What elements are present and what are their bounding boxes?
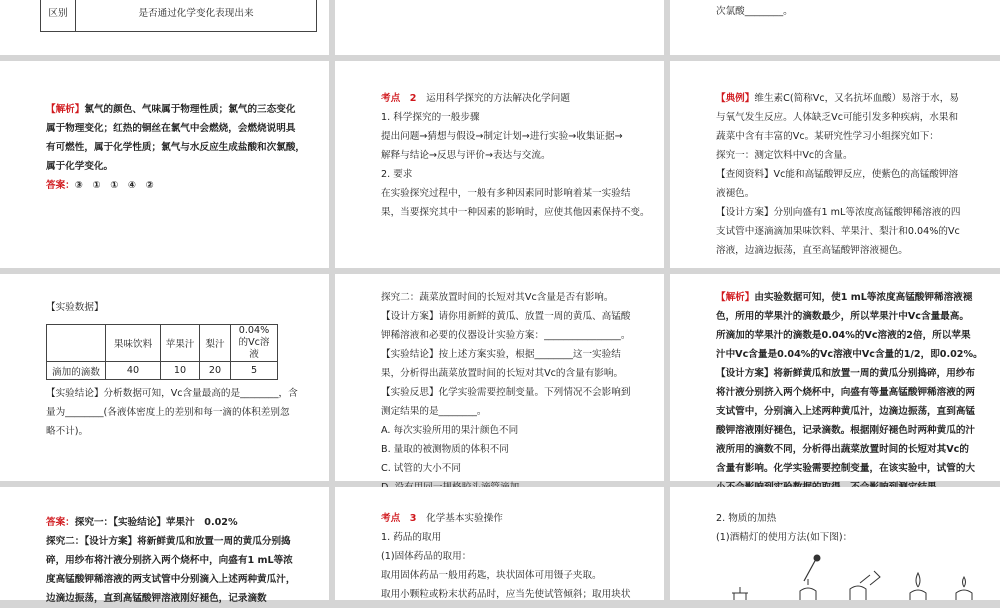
analysis-line: 有可燃性，属于化学性质；氯气与水反应生成盐酸和次氯酸，: [46, 142, 306, 153]
panel-heating: [670, 487, 1000, 600]
keypoint-label: 考点 2: [381, 93, 417, 104]
inquiry-line: 【设计方案】请你用新鲜的黄瓜、放置一周的黄瓜、高锰酸: [381, 311, 631, 322]
table-header: 0.04%的Vc溶液: [231, 325, 278, 362]
analysis-vc-line: 液所用的滴数不同，分析得出蔬菜放置时间的长短对其Vc的: [716, 444, 969, 455]
data-conclusion-block: [46, 384, 326, 441]
answer-vc-line: 边滴边振荡，直到高锰酸钾溶液刚好褪色，记录滴数: [46, 593, 267, 604]
inquiry-line: 果，分析得出蔬菜放置时间的长短对其Vc的含量有影响。: [381, 368, 624, 379]
conclusion-line: 略不计)。: [46, 426, 89, 437]
keypoint-label: 考点 3: [381, 513, 417, 524]
heating-line: (1)酒精灯的使用方法(如下图)：: [716, 532, 853, 543]
example-line: 与氧气发生反应。人体缺乏Vc可能引发多种疾病，水果和: [716, 112, 959, 123]
analysis-vc-line: 含量有影响。化学实验需要控制变量，在该实验中，试管的大: [716, 463, 976, 474]
example-block: [716, 89, 998, 260]
inquiry-line: 钾稀溶液和必要的仪器设计实验方案：________________。: [381, 330, 631, 341]
keypoint-line: 解释与结论→反思与评价→表达与交流。: [381, 150, 551, 161]
answer-values: ③ ① ① ④ ②: [74, 180, 154, 191]
keypoint-line: 果，当要探究其中一种因素的影响时，应使其他因素保持不变。: [381, 207, 650, 218]
keypoint-line: (1)固体药品的取用：: [381, 551, 472, 562]
example-tag: 【典例】: [716, 93, 755, 104]
keypoint-line: 提出问题→猜想与假设→制定计划→进行实验→收集证据→: [381, 131, 623, 142]
analysis-line: 属于物理变化；红热的铜丝在氯气中会燃烧，会燃烧说明具: [46, 123, 296, 134]
analysis-vc-line: 【设计方案】将新鲜黄瓜和放置一周的黄瓜分别捣碎，用纱布: [716, 368, 976, 379]
table-header: [47, 325, 106, 362]
answer-vc-label: 答案：: [46, 517, 75, 528]
example-line: 支试管中逐滴滴加果味饮料、苹果汁、梨汁和0.04%的Vc: [716, 226, 960, 237]
inquiry-line: 探究二：蔬菜放置时间的长短对其Vc含量是否有影响。: [381, 292, 614, 303]
answer-vc-line: 探究一：【实验结论】苹果汁 0.02%: [74, 517, 238, 528]
panel-inquiry-two: [335, 274, 664, 481]
question-tail-text: 次氯酸________。: [716, 6, 793, 17]
keypoint-title: 化学基本实验操作: [426, 513, 503, 524]
analysis-vc-line: 所滴加的苹果汁的滴数是0.04%的Vc溶液的2倍，所以苹果: [716, 330, 971, 341]
panel-analysis-chlorine: [0, 61, 329, 268]
option-a: A. 每次实验所用的果汁颜色不同: [381, 425, 519, 436]
table-header: 果味饮料: [106, 325, 161, 362]
panel-analysis-vc: [670, 274, 1000, 481]
heating-block: [716, 509, 998, 547]
example-line: 溶液，边滴边振荡，直至高锰酸钾溶液褪色。: [716, 245, 908, 256]
panel-answer-vc: [0, 487, 329, 604]
option-c: C. 试管的大小不同: [381, 463, 461, 474]
example-line: 液褪色。: [716, 188, 755, 199]
panel-comparison-table: [0, 0, 329, 55]
panel-keypoint-2: [335, 61, 664, 268]
table-row: [47, 325, 278, 362]
comparison-table-row: [40, 0, 317, 32]
analysis-line: 氯气的颜色、气味属于物理性质；氯气的三态变化: [84, 104, 296, 115]
example-line: 【设计方案】分别向盛有1 mL等浓度高锰酸钾稀溶液的四: [716, 207, 961, 218]
analysis-line: 属于化学变化。: [46, 161, 114, 172]
analysis-tag: 【解析】: [46, 104, 85, 115]
analysis-vc-line: 酸钾溶液刚好褪色，记录滴数。根据刚好褪色时两种黄瓜的汁: [716, 425, 976, 436]
table-header: 苹果汁: [161, 325, 200, 362]
analysis-vc-tag: 【解析】: [716, 292, 755, 303]
answer-label: 答案：: [46, 180, 75, 191]
answer-vc-line: 探究二：【设计方案】将新鲜黄瓜和放置一周的黄瓜分别捣: [46, 536, 291, 547]
data-table: [46, 324, 278, 380]
keypoint-line: 在实验探究过程中，一般有多种因素同时影响着某一实验结: [381, 188, 631, 199]
conclusion-line: 【实验结论】分析数据可知，Vc含量最高的是________，含: [46, 388, 298, 399]
example-line: 【查阅资料】Vc能和高锰酸钾反应，使紫色的高锰酸钾溶: [716, 169, 959, 180]
answer-vc-line: 度高锰酸钾稀溶液的两支试管中分别滴入上述两种黄瓜汁，: [46, 574, 296, 585]
inquiry-two-block: [381, 288, 663, 497]
keypoint-2-block: [381, 89, 661, 222]
keypoint-line: 2. 要求: [381, 169, 413, 180]
table-cell: 20: [200, 362, 231, 380]
panel-keypoint-3: [335, 487, 664, 600]
analysis-vc-line: 由实验数据可知，使1 mL等浓度高锰酸钾稀溶液褪: [754, 292, 973, 303]
table-cell: 40: [106, 362, 161, 380]
table-cell: 10: [161, 362, 200, 380]
data-title: 【实验数据】: [46, 302, 104, 313]
keypoint-line: 1. 科学探究的一般步骤: [381, 112, 480, 123]
analysis-vc-block: [716, 288, 998, 497]
panel-blank-top: [335, 0, 664, 55]
analysis-vc-line: 色，所用的苹果汁的滴数最少，所以苹果汁中Vc含量最高。: [716, 311, 969, 322]
table-header: 梨汁: [200, 325, 231, 362]
analysis-vc-line: 汁中Vc含量是0.04%的Vc溶液中Vc含量的1/2，即0.02%。: [716, 349, 983, 360]
panel-question-tail: [670, 0, 1000, 55]
keypoint-line: 1. 药品的取用: [381, 532, 442, 543]
table-cell-label: 区别: [41, 0, 76, 31]
conclusion-line: 量为________(各液体密度上的差别和每一滴的体积差别忽: [46, 407, 290, 418]
analysis-block: [46, 100, 326, 195]
alcohol-lamp-illustration: [720, 549, 990, 600]
example-line: 探究一：测定饮料中Vc的含量。: [716, 150, 853, 161]
table-cell: 5: [231, 362, 278, 380]
panel-example-vc: [670, 61, 1000, 268]
inquiry-line: 【实验结论】按上述方案实验，根据________这一实验结: [381, 349, 621, 360]
keypoint-line: 取用固体药品一般用药匙，块状固体可用镊子夹取。: [381, 570, 602, 581]
example-line: 蔬菜中含有丰富的Vc。某研究性学习小组探究如下：: [716, 131, 939, 142]
analysis-vc-line: 将汁液分别挤入两个烧杯中，向盛有等量高锰酸钾稀溶液的两: [716, 387, 976, 398]
keypoint-title: 运用科学探究的方法解决化学问题: [426, 93, 570, 104]
inquiry-line: 【实验反思】化学实验需要控制变量。下列情况不会影响到: [381, 387, 631, 398]
example-line: 维生素C(简称Vc，又名抗坏血酸）易溶于水，易: [754, 93, 959, 104]
table-cell-value: 是否通过化学变化表现出来: [138, 8, 254, 19]
answer-vc-line: 碎，用纱布将汁液分别挤入两个烧杯中，向盛有1 mL等浓: [46, 555, 293, 566]
analysis-vc-line: 支试管中，分别滴入上述两种黄瓜汁，边滴边振荡，直到高锰: [716, 406, 976, 417]
panel-experiment-data: [0, 274, 329, 481]
heating-line: 2. 物质的加热: [716, 513, 777, 524]
answer-vc-block: [46, 513, 328, 608]
table-cell: 滴加的滴数: [47, 362, 106, 380]
option-b: B. 量取的被测物质的体积不同: [381, 444, 509, 455]
table-row: [47, 362, 278, 380]
inquiry-line: 测定结果的是________。: [381, 406, 487, 417]
keypoint-line: 取用小颗粒或粉末状药品时，应当先使试管倾斜；取用块状: [381, 589, 631, 600]
keypoint-3-block: [381, 509, 663, 604]
